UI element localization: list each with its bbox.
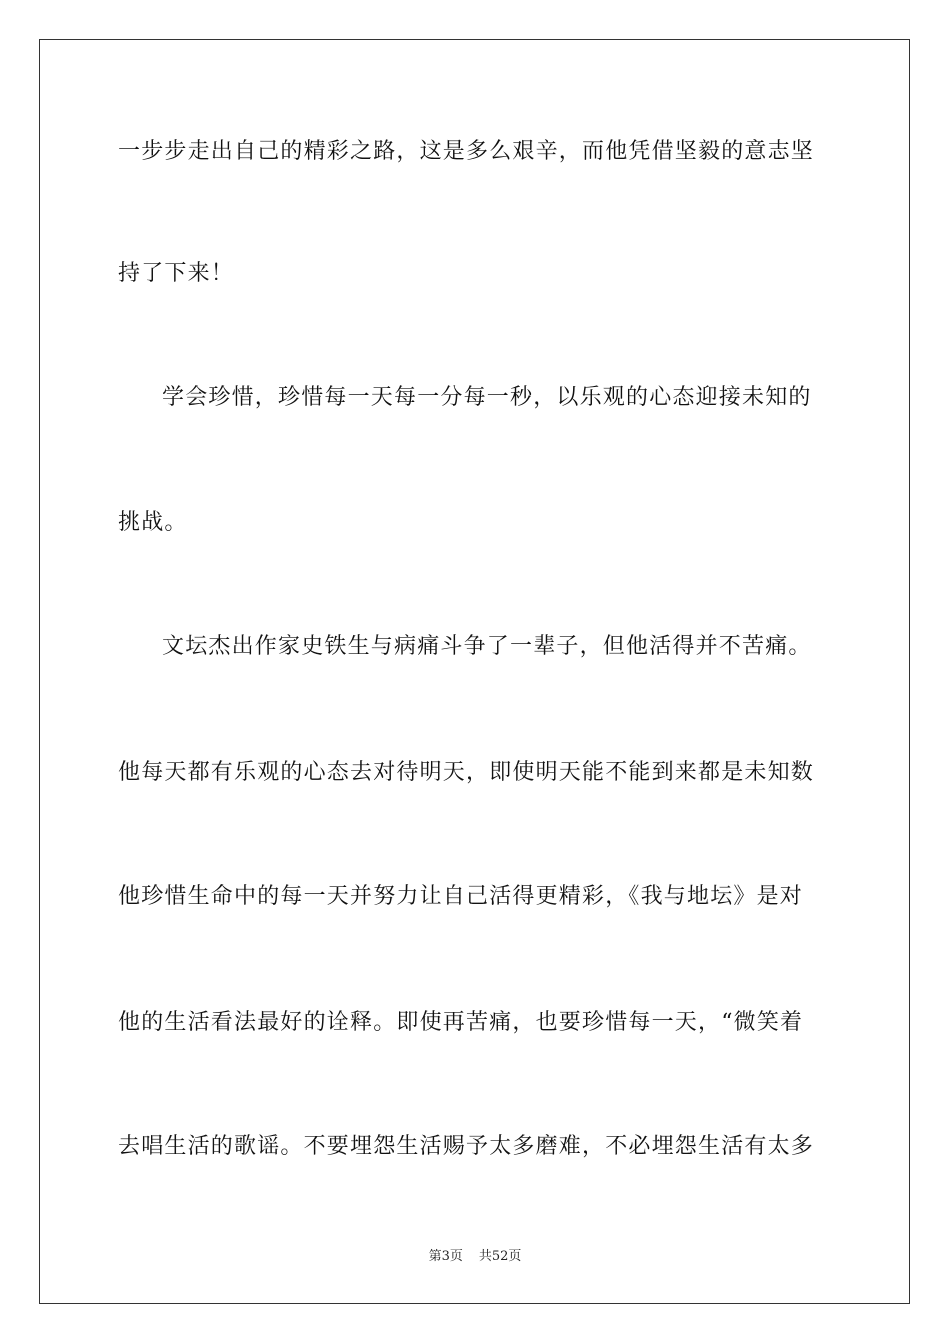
text-line-2: 持了下来！ — [118, 261, 235, 286]
page-footer — [0, 1248, 950, 1266]
text-line-7: 他珍惜生命中的每一天并努力让自己活得更精彩，《我与地坛》是对 — [118, 884, 804, 909]
page-number: 第3页 — [428, 1249, 463, 1264]
text-line-1: 一步步走出自己的精彩之路，这是多么艰辛，而他凭借坚毅的意志坚 — [118, 139, 815, 164]
page-border — [39, 39, 910, 1304]
text-line-8: 他的生活看法最好的诠释。即使再苦痛，也要珍惜每一天，“微笑着 — [118, 1010, 804, 1035]
text-line-5: 文坛杰出作家史铁生与病痛斗争了一辈子，但他活得并不苦痛。 — [162, 634, 812, 659]
text-line-3: 学会珍惜，珍惜每一天每一分每一秒，以乐观的心态迎接未知的 — [162, 385, 812, 410]
page-total: 共52页 — [478, 1249, 522, 1264]
text-line-4: 挑战。 — [118, 510, 188, 535]
text-line-9: 去唱生活的歌谣。不要埋怨生活赐予太多磨难，不必埋怨生活有太多 — [118, 1134, 815, 1159]
text-line-6: 他每天都有乐观的心态去对待明天，即使明天能不能到来都是未知数 — [118, 760, 815, 785]
